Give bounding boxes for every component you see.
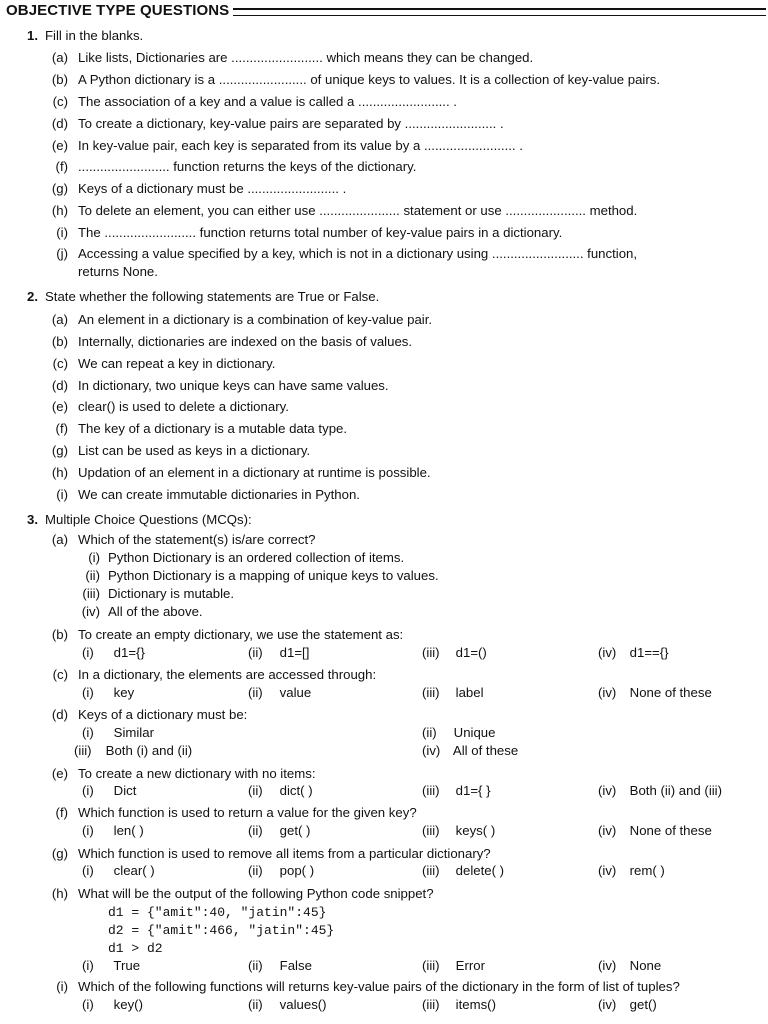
option-label: (iii) xyxy=(422,863,440,878)
item-label: (b) xyxy=(51,627,68,642)
option xyxy=(422,822,495,840)
item-label: (g) xyxy=(51,846,68,861)
option-text: Similar xyxy=(110,725,154,740)
option-text: pop( ) xyxy=(276,863,315,878)
option-label: (ii) xyxy=(248,958,263,973)
option xyxy=(82,822,144,840)
option-text: label xyxy=(452,685,484,700)
item-label: (j) xyxy=(56,246,68,261)
mcq-question xyxy=(0,626,768,644)
option-label: (i) xyxy=(82,685,94,700)
item-text: ......................... function returns the keys of the dictionary. xyxy=(78,159,417,174)
option-text: d1={} xyxy=(110,645,145,660)
option-text: rem( ) xyxy=(626,863,665,878)
option-label: (iii) xyxy=(422,685,440,700)
option xyxy=(0,603,768,621)
item-text: Which function is used to remove all items from a particular dictionary? xyxy=(78,846,491,861)
item-label: (c) xyxy=(52,94,68,109)
item-text: List can be used as keys in a dictionary. xyxy=(78,443,311,458)
header-double-rule xyxy=(233,8,766,16)
option-text: keys( ) xyxy=(452,823,496,838)
option-text: All of these xyxy=(450,743,519,758)
option-text: d1=() xyxy=(452,645,487,660)
option-label: (iv) xyxy=(598,783,617,798)
option-row xyxy=(0,996,768,1014)
option xyxy=(422,684,484,702)
option xyxy=(422,742,518,760)
blank-item xyxy=(0,158,768,176)
item-text: We can create immutable dictionaries in Python. xyxy=(78,487,360,502)
option xyxy=(82,996,143,1014)
option-row xyxy=(0,957,768,975)
item-label: (a) xyxy=(51,50,68,65)
item-label: (d) xyxy=(51,378,68,393)
blank-item xyxy=(0,224,768,242)
option-text: delete( ) xyxy=(452,863,505,878)
option-text: All of the above. xyxy=(108,604,203,619)
blank-item xyxy=(0,180,768,198)
code-line: d2 = {"amit":466, "jatin":45} xyxy=(108,923,335,938)
item-label: (f) xyxy=(55,421,68,436)
option xyxy=(82,644,145,662)
option xyxy=(422,782,491,800)
section-number: 3. xyxy=(27,512,38,527)
item-text: In dictionary, two unique keys can have same values. xyxy=(78,378,389,393)
blank-item xyxy=(0,115,768,133)
item-text: clear() is used to delete a dictionary. xyxy=(78,399,289,414)
option-label: (iv) xyxy=(598,958,617,973)
option xyxy=(598,644,669,662)
item-label: (i) xyxy=(56,487,68,502)
item-label: (d) xyxy=(51,707,68,722)
option xyxy=(0,567,768,585)
option-label: (i) xyxy=(82,725,94,740)
option-text: key() xyxy=(110,997,143,1012)
page-title: OBJECTIVE TYPE QUESTIONS xyxy=(6,2,230,19)
item-label: (a) xyxy=(51,312,68,327)
option-row xyxy=(0,862,768,880)
option xyxy=(74,742,192,760)
option-label: (i) xyxy=(82,997,94,1012)
item-label: (e) xyxy=(51,138,68,153)
item-label: (d) xyxy=(51,116,68,131)
option-label: (ii) xyxy=(422,725,437,740)
option-row xyxy=(0,644,768,662)
option-label: (i) xyxy=(82,645,94,660)
section-number: 2. xyxy=(27,289,38,304)
option-text: False xyxy=(276,958,312,973)
option-label: (i) xyxy=(82,783,94,798)
item-text: To create an empty dictionary, we use the statement as: xyxy=(78,627,404,642)
code-line: d1 > d2 xyxy=(108,941,163,956)
option-row xyxy=(0,822,768,840)
option xyxy=(422,724,495,742)
option-label: (ii) xyxy=(248,685,263,700)
option xyxy=(248,996,327,1014)
item-label: (h) xyxy=(51,886,68,901)
option-text: Python Dictionary is a mapping of unique keys to values. xyxy=(108,568,439,583)
option-label: (i) xyxy=(82,823,94,838)
true-false-item xyxy=(0,420,768,438)
page-header xyxy=(6,0,766,22)
item-label: (f) xyxy=(55,159,68,174)
option xyxy=(248,822,310,840)
option-text: Both (ii) and (iii) xyxy=(626,783,723,798)
option-label: (ii) xyxy=(248,823,263,838)
option-label: (i) xyxy=(82,958,94,973)
section-title: Multiple Choice Questions (MCQs): xyxy=(45,512,252,527)
option xyxy=(248,684,311,702)
item-label: (b) xyxy=(51,334,68,349)
option-label: (iv) xyxy=(598,863,617,878)
item-text: Keys of a dictionary must be: xyxy=(78,707,248,722)
option-text: len( ) xyxy=(110,823,144,838)
option-label: (i) xyxy=(88,550,100,565)
item-label: (c) xyxy=(52,356,68,371)
item-text: Keys of a dictionary must be ......................... . xyxy=(78,181,347,196)
option-text: get( ) xyxy=(276,823,311,838)
mcq-question xyxy=(0,531,768,549)
true-false-item xyxy=(0,398,768,416)
option-text: d1=[] xyxy=(276,645,310,660)
option xyxy=(82,724,154,742)
option-text: Unique xyxy=(450,725,496,740)
option-row xyxy=(0,782,768,800)
option xyxy=(248,862,314,880)
item-text: To create a new dictionary with no items: xyxy=(78,766,316,781)
option xyxy=(598,782,722,800)
item-text: To delete an element, you can either use ...................... statement or use ...................... method. xyxy=(78,203,638,218)
option-text: Dict xyxy=(110,783,137,798)
true-false-item xyxy=(0,464,768,482)
item-label: (c) xyxy=(52,667,68,682)
item-text: Accessing a value specified by a key, which is not in a dictionary using ......................... function, xyxy=(78,246,638,261)
option xyxy=(598,684,712,702)
option xyxy=(422,862,504,880)
item-text: Which of the statement(s) is/are correct? xyxy=(78,532,316,547)
item-label: (g) xyxy=(51,181,68,196)
option-label: (iv) xyxy=(598,997,617,1012)
section-1-heading xyxy=(27,27,143,45)
item-label: (a) xyxy=(51,532,68,547)
option-text: Dictionary is mutable. xyxy=(108,586,235,601)
option-label: (iii) xyxy=(422,997,440,1012)
item-text: We can repeat a key in dictionary. xyxy=(78,356,276,371)
option xyxy=(0,585,768,603)
item-text: A Python dictionary is a ........................ of unique keys to values. It is a collection of key-value pairs. xyxy=(78,72,660,87)
option-label: (iii) xyxy=(422,958,440,973)
option xyxy=(422,644,487,662)
mcq-question xyxy=(0,804,768,822)
blank-item xyxy=(0,202,768,220)
option-label: (i) xyxy=(82,863,94,878)
option-text: clear( ) xyxy=(110,863,155,878)
option-label: (ii) xyxy=(248,997,263,1012)
section-title: State whether the following statements are True or False. xyxy=(45,289,380,304)
section-title: Fill in the blanks. xyxy=(45,28,144,43)
item-label: (g) xyxy=(51,443,68,458)
option xyxy=(422,996,496,1014)
mcq-question xyxy=(0,845,768,863)
section-3-heading xyxy=(27,511,252,529)
option-label: (ii) xyxy=(85,568,100,583)
option xyxy=(82,957,140,975)
option-text: items() xyxy=(452,997,496,1012)
item-text: In key-value pair, each key is separated from its value by a ......................... . xyxy=(78,138,523,153)
true-false-item xyxy=(0,486,768,504)
option-label: (iv) xyxy=(422,743,441,758)
true-false-item xyxy=(0,442,768,460)
option-label: (iii) xyxy=(422,783,440,798)
item-text: The ......................... function returns total number of key-value pairs in a dictionary. xyxy=(78,225,563,240)
item-label: (e) xyxy=(51,399,68,414)
mcq-question xyxy=(0,666,768,684)
item-text: Which function is used to return a value for the given key? xyxy=(78,805,417,820)
option xyxy=(82,862,155,880)
option-text: Both (i) and (ii) xyxy=(102,743,193,758)
option xyxy=(0,549,768,567)
blank-item xyxy=(0,49,768,67)
option xyxy=(82,782,136,800)
item-label: (h) xyxy=(51,203,68,218)
item-label: (i) xyxy=(56,979,68,994)
mcq-question xyxy=(0,765,768,783)
mcq-question xyxy=(0,978,768,996)
code-line: d1 = {"amit":40, "jatin":45} xyxy=(108,905,327,920)
option-text: d1=={} xyxy=(626,645,669,660)
item-label: (e) xyxy=(51,766,68,781)
option-label: (iii) xyxy=(74,743,92,758)
option-label: (iv) xyxy=(598,645,617,660)
option-label: (iv) xyxy=(81,604,100,619)
section-2-heading xyxy=(27,288,379,306)
option xyxy=(598,862,665,880)
true-false-item xyxy=(0,333,768,351)
section-number: 1. xyxy=(27,28,38,43)
option xyxy=(248,782,313,800)
true-false-item xyxy=(0,311,768,329)
mcq-question xyxy=(0,885,768,903)
item-text-continuation: returns None. xyxy=(78,264,158,279)
option-text: d1={ } xyxy=(452,783,491,798)
option-text: Python Dictionary is an ordered collection of items. xyxy=(108,550,405,565)
option-text: None of these xyxy=(626,685,712,700)
mcq-question xyxy=(0,706,768,724)
item-text: To create a dictionary, key-value pairs are separated by ......................... . xyxy=(78,116,504,131)
item-text: Like lists, Dictionaries are ......................... which means they can be changed. xyxy=(78,50,534,65)
item-text: The key of a dictionary is a mutable data type. xyxy=(78,421,348,436)
option-text: None xyxy=(626,958,662,973)
option-text: values() xyxy=(276,997,327,1012)
option xyxy=(248,644,309,662)
item-text: In a dictionary, the elements are accessed through: xyxy=(78,667,377,682)
item-text: What will be the output of the following Python code snippet? xyxy=(78,886,434,901)
option-text: None of these xyxy=(626,823,712,838)
option-label: (ii) xyxy=(248,645,263,660)
option-label: (iv) xyxy=(598,823,617,838)
option-text: Error xyxy=(452,958,485,973)
item-label: (h) xyxy=(51,465,68,480)
option xyxy=(598,996,657,1014)
item-text: The association of a key and a value is called a ......................... . xyxy=(78,94,457,109)
option-text: key xyxy=(110,685,135,700)
blank-item xyxy=(0,71,768,89)
blank-item xyxy=(0,137,768,155)
option-text: value xyxy=(276,685,312,700)
option xyxy=(422,957,485,975)
blank-item xyxy=(0,245,768,263)
option xyxy=(598,822,712,840)
option-text: dict( ) xyxy=(276,783,313,798)
item-text: An element in a dictionary is a combination of key-value pair. xyxy=(78,312,433,327)
option-label: (iii) xyxy=(422,645,440,660)
item-text: Which of the following functions will returns key-value pairs of the dictionary in the form of list of tuples? xyxy=(78,979,680,994)
blank-item xyxy=(0,93,768,111)
item-label: (i) xyxy=(56,225,68,240)
option xyxy=(248,957,312,975)
option-label: (iii) xyxy=(422,823,440,838)
option-text: get() xyxy=(626,997,657,1012)
option-label: (ii) xyxy=(248,863,263,878)
true-false-item xyxy=(0,355,768,373)
item-text: Updation of an element in a dictionary at runtime is possible. xyxy=(78,465,431,480)
item-label: (f) xyxy=(55,805,68,820)
option-row xyxy=(0,684,768,702)
option-label: (iii) xyxy=(82,586,100,601)
option-text: True xyxy=(110,958,141,973)
option-label: (iv) xyxy=(598,685,617,700)
item-text: Internally, dictionaries are indexed on the basis of values. xyxy=(78,334,413,349)
option xyxy=(82,684,134,702)
true-false-item xyxy=(0,377,768,395)
item-label: (b) xyxy=(51,72,68,87)
option-label: (ii) xyxy=(248,783,263,798)
option xyxy=(598,957,661,975)
